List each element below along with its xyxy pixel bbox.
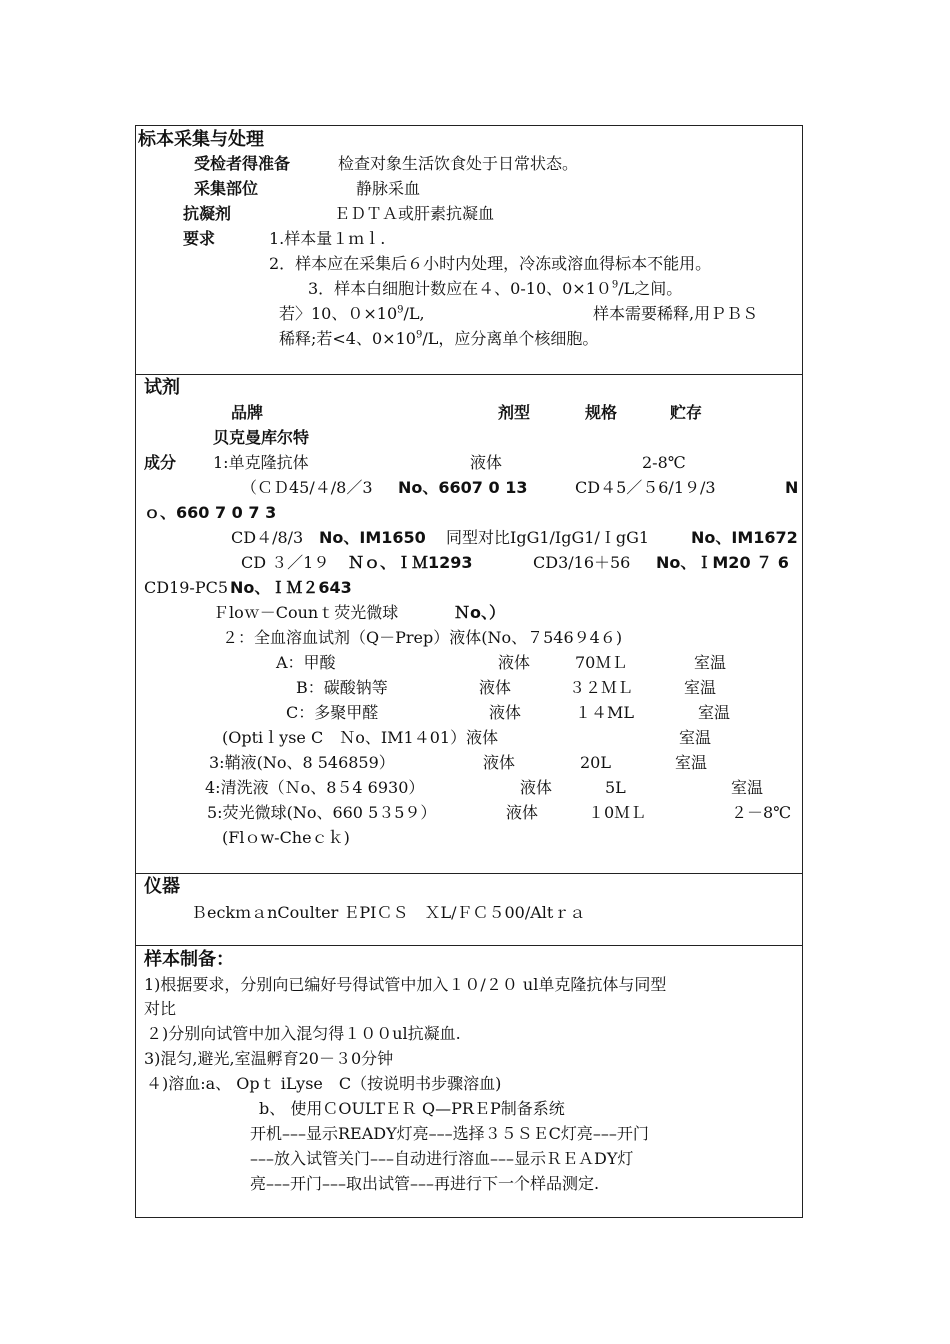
catalog-number: No、IM1650 (319, 528, 426, 547)
reagent-line: CD４5／５6/1９/3 (575, 478, 716, 497)
reagent-storage: 室温 (731, 778, 764, 797)
reagent-item: 5:荧光微球(No、660 5３5９） (207, 803, 437, 822)
reagent-line: CD ３／1９ (241, 553, 330, 572)
prep-step: ２)分别向试管中加入混匀得１００ul抗凝血. (146, 1024, 461, 1043)
reagent-item: (Optiｌyse C Ｎo、IM1４01）液体 (222, 728, 499, 747)
catalog-number: No、ＩＭ２643 (230, 578, 352, 597)
reagent-form: 液体 (470, 453, 503, 472)
catalog-number: Ｎo、） (454, 603, 505, 622)
instrument-name: ＢeckｍａnCoulter ＥPIＣＳ ＸL/ＦＣ５00/Altｒａ (191, 903, 586, 922)
reagent-form: 液体 (498, 653, 531, 672)
reagent-storage: 室温 (684, 678, 717, 697)
reagent-storage: 2-8℃ (642, 453, 686, 472)
requirement-line: 若〉10、$0\times 10^9/L$, (279, 304, 425, 323)
requirement-label: 要求 (183, 229, 216, 248)
reagent-spec: 20L (580, 753, 611, 772)
section-title-reagents: 试剂 (144, 377, 180, 398)
reagent-item: 4:清洗液（Ｎo、8５4 6930） (205, 778, 425, 797)
brand-name: 贝克曼库尔特 (213, 428, 310, 447)
anticoag-value: ＥＤＴＡ或肝素抗凝血 (334, 204, 495, 223)
reagent-storage: 室温 (679, 728, 712, 747)
prep-step: 3)混匀,避光,室温孵育20－３0分钟 (144, 1049, 394, 1068)
prep-step: b、 使用ＣOULTＥＲ Q—PRＥP制备系统 (259, 1099, 565, 1118)
column-header-storage: 贮存 (670, 403, 703, 422)
reagent-item: (Flｏw-Cheｃｋ) (222, 828, 350, 847)
prep-step: 1)根据要求，分别向已编好号得试管中加入１０/２０ ul单克隆抗体与同型 (144, 975, 667, 994)
row-divider (136, 873, 802, 874)
reagent-form: 液体 (520, 778, 553, 797)
catalog-number: ｏ、660 7 0 7 3 (144, 503, 277, 522)
column-header-spec: 规格 (585, 403, 618, 422)
reagent-item: C：多聚甲醛 (286, 703, 379, 722)
reagent-item: B：碳酸钠等 (296, 678, 388, 697)
reagent-line: 同型对比IgG1/IgG1/ＩgG1 (446, 528, 650, 547)
requirement-line: 2．样本应在采集后６小时内处理，冷冻或溶血得标本不能用。 (269, 254, 712, 273)
catalog-number: N (785, 478, 799, 497)
section-title-instrument: 仪器 (144, 876, 180, 897)
reagent-storage: ２－8℃ (731, 803, 792, 822)
section-title-specimen: 标本采集与处理 (138, 129, 264, 150)
prep-value: 检查对象生活饮食处于日常状态。 (338, 154, 579, 173)
reagent-form: 液体 (506, 803, 539, 822)
site-label: 采集部位 (194, 179, 259, 198)
reagent-line: CD４/8/3 (231, 528, 304, 547)
catalog-number: No、6607 0 13 (398, 478, 528, 497)
reagent-line: 1:单克隆抗体 (213, 453, 309, 472)
prep-step: –––放入试管关门–––自动进行溶血–––显示ＲＥＡDY灯 (250, 1149, 634, 1168)
requirement-line: 1.样本量１ｍｌ. (269, 229, 386, 248)
section-title-sample-prep: 样本制备： (144, 949, 234, 970)
requirement-line: 样本需要稀释,用ＰＢＳ (593, 304, 759, 323)
reagent-spec: １４ML (575, 703, 635, 722)
reagent-item: 3:鞘液(No、8 546859） (209, 753, 395, 772)
column-header-brand: 品牌 (231, 403, 264, 422)
site-value: 静脉采血 (356, 179, 421, 198)
column-header-form: 剂型 (498, 403, 531, 422)
reagent-form: 液体 (483, 753, 516, 772)
prep-step: 对比 (144, 999, 177, 1018)
prep-step: 开机–––显示READY灯亮–––选择３５ＳＥC灯亮–––开门 (250, 1124, 649, 1143)
reagent-line: （ＣＤ45/４/8／3 (241, 478, 373, 497)
reagent-spec: １0ＭＬ (588, 803, 647, 822)
prep-label: 受检者得准备 (194, 154, 291, 173)
reagent-line: ２：全血溶血试剂（Q－Prep）液体(No、７546９4６) (222, 628, 623, 647)
components-label: 成分 (144, 453, 177, 472)
reagent-storage: 室温 (675, 753, 708, 772)
reagent-storage: 室温 (698, 703, 731, 722)
reagent-spec: 5L (605, 778, 626, 797)
row-divider (136, 374, 802, 375)
reagent-form: 液体 (489, 703, 522, 722)
prep-step: 亮–––开门–––取出试管–––再进行下一个样品测定. (250, 1174, 600, 1193)
requirement-line: 稀释;若<4、$0\times 10^9/L$，应分离单个核细胞。 (279, 329, 599, 348)
reagent-line: Ｆloｗ－Counｔ荧光微球 (213, 603, 399, 622)
document-table (135, 125, 803, 1218)
reagent-spec: ３２ＭＬ (569, 678, 634, 697)
reagent-line: CD19-PC5 (144, 578, 229, 597)
row-divider (136, 945, 802, 946)
catalog-number: No、ＩM20 ７ 6 (656, 553, 789, 572)
catalog-number: Ｎｏ、ＩＭ1293 (348, 553, 473, 572)
prep-step: ４)溶血:a、 Opｔ iLyse C（按说明书步骤溶血) (146, 1074, 502, 1093)
reagent-form: 液体 (479, 678, 512, 697)
anticoag-label: 抗凝剂 (183, 204, 232, 223)
reagent-spec: 70ＭＬ (575, 653, 628, 672)
reagent-line: CD3/16＋56 (533, 553, 631, 572)
requirement-line: 3．样本白细胞计数应在４、0-10、$0\times 10^9/L$之间。 (308, 279, 683, 298)
reagent-item: A：甲酸 (276, 653, 336, 672)
catalog-number: No、IM1672 (691, 528, 798, 547)
reagent-storage: 室温 (694, 653, 727, 672)
